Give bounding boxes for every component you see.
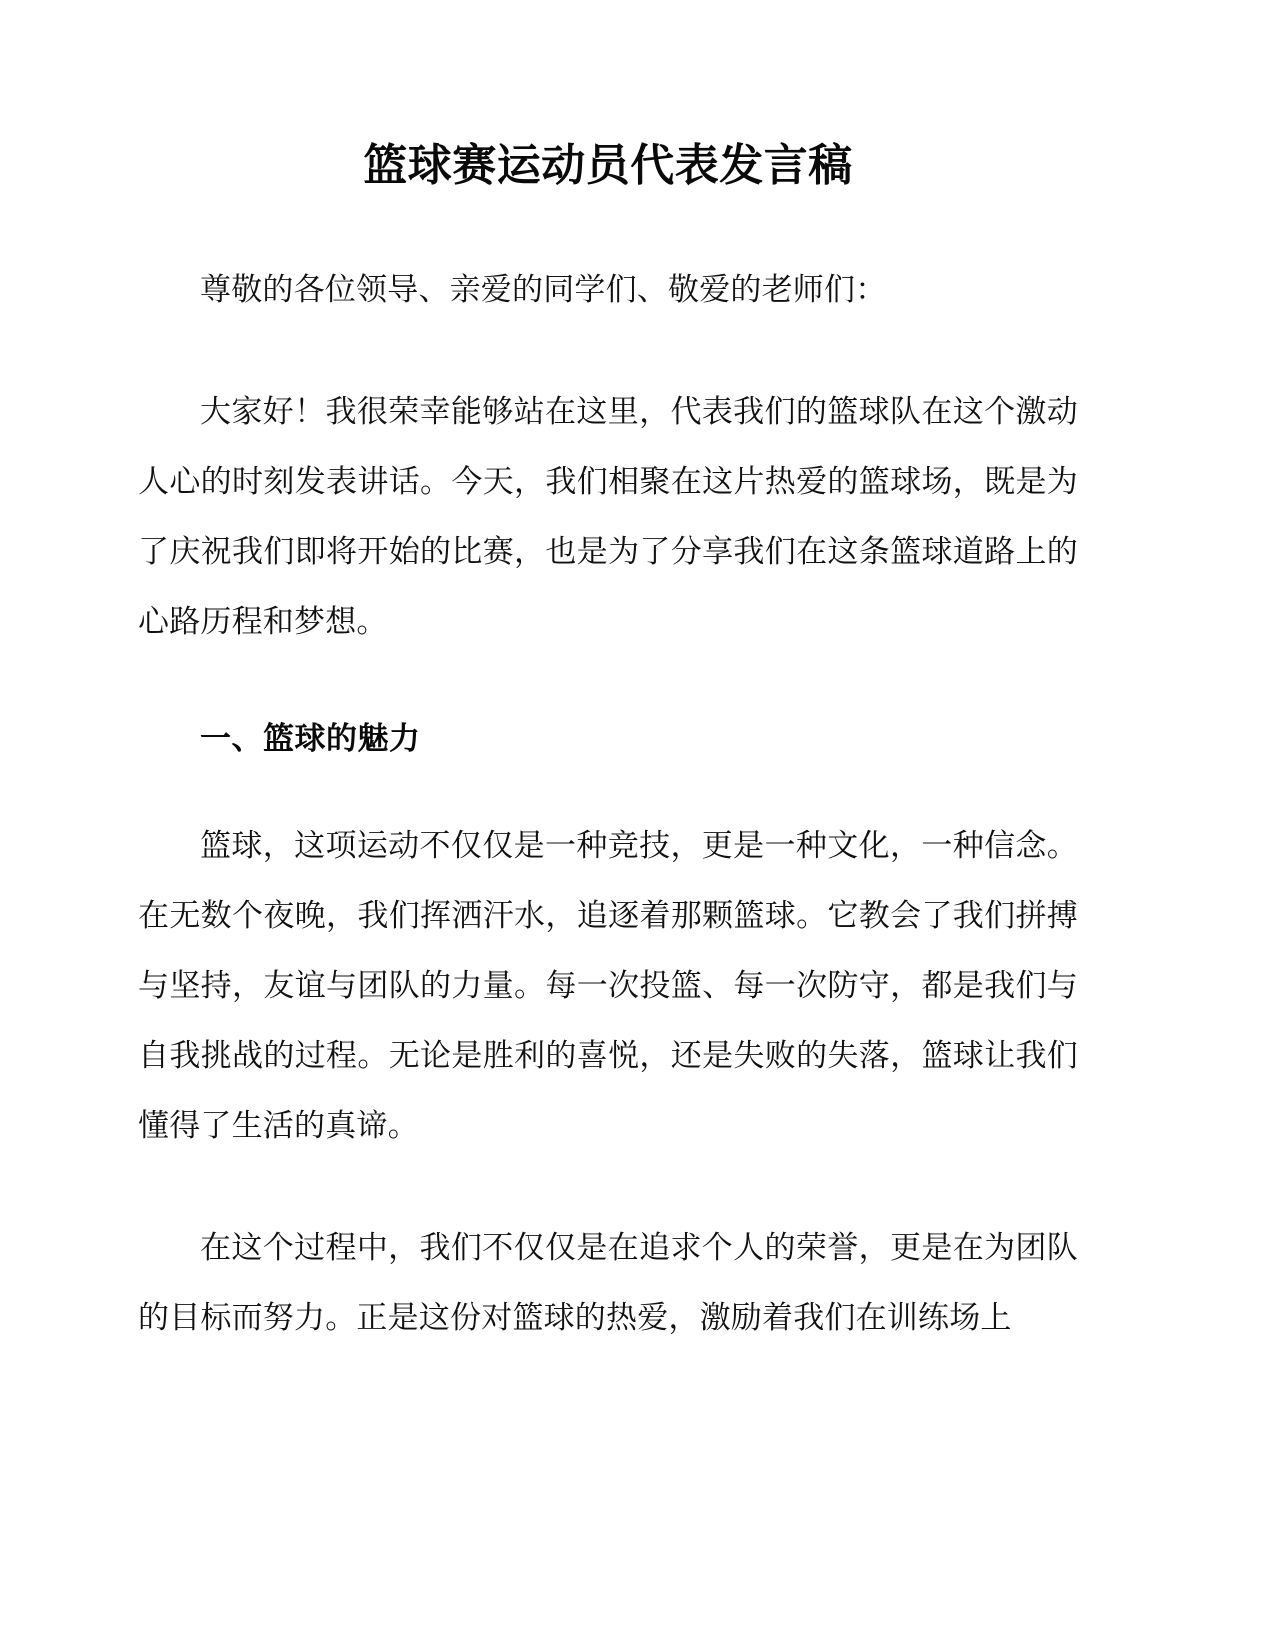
section-heading-one: 一、篮球的魅力 bbox=[200, 720, 421, 757]
spacer-after-heading bbox=[138, 763, 1078, 811]
spacer-before-heading bbox=[138, 657, 1078, 715]
page-title: 篮球赛运动员代表发言稿 bbox=[363, 140, 853, 191]
spacer-after-title bbox=[138, 193, 1078, 255]
paragraph-charm-body-1: 篮球，这项运动不仅仅是一种竞技，更是一种文化，一种信念。在无数个夜晚，我们挥洒汗水，追逐着那颗篮球。它教会了我们拼搏与坚持，友谊与团队的力量。每一次投篮、每一次防守，都是我们与自我挑战的过程。无论是胜利的喜悦，还是失败的失落，篮球让我们懂得了生活的真谛。 bbox=[138, 827, 1078, 1144]
document-content bbox=[138, 0, 1078, 1353]
spacer-after-salutation bbox=[138, 325, 1078, 377]
paragraph-opening: 大家好！我很荣幸能够站在这里，代表我们的篮球队在这个激动人心的时刻发表讲话。今天，我们相聚在这片热爱的篮球场，既是为了庆祝我们即将开始的比赛，也是为了分享我们在这条篮球道路上的心路历程和梦想。 bbox=[138, 393, 1078, 640]
salutation-line: 尊敬的各位领导、亲爱的同学们、敬爱的老师们： bbox=[200, 271, 887, 308]
spacer-between-paragraphs bbox=[138, 1161, 1078, 1213]
paragraph-charm-body-2: 在这个过程中，我们不仅仅是在追求个人的荣誉，更是在为团队的目标而努力。正是这份对篮球的热爱，激励着我们在训练场上 bbox=[138, 1229, 1078, 1336]
